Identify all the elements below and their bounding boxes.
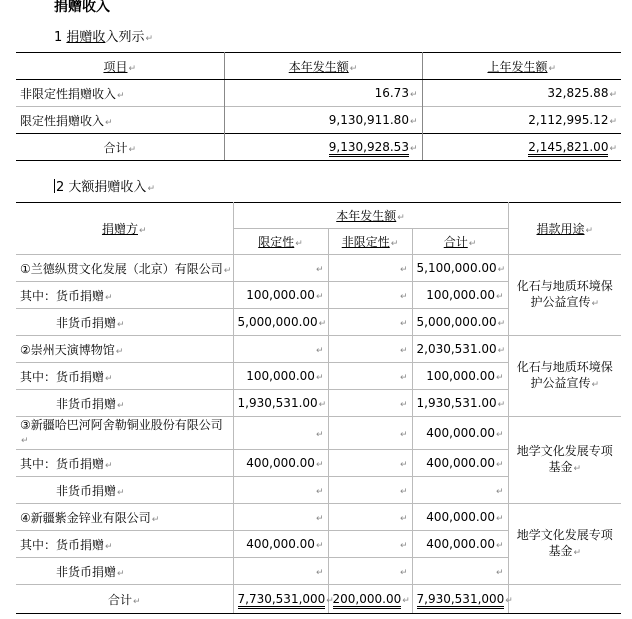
donor-total: 5,100,000.00	[416, 261, 497, 275]
table-subheader-row: 限定性↵ 非限定性↵ 合计↵	[16, 229, 621, 255]
table-row: ④新疆紫金锌业有限公司↵ ↵ ↵ 400,000.00↵ 地学文化发展专项基金↵	[16, 504, 621, 531]
cash-total: 400,000.00	[426, 537, 495, 551]
cash-label: 其中：货币捐赠	[20, 369, 105, 384]
cash-label: 其中：货币捐赠	[20, 288, 105, 303]
table-row: 其中：货币捐赠↵ 100,000.00↵ ↵ 100,000.00↵	[16, 363, 621, 390]
cash-restricted: 400,000.00	[246, 537, 315, 551]
donation-purpose: 地学文化发展专项基金	[516, 528, 613, 558]
section-1-heading: 1 捐赠收入列示↵	[54, 30, 153, 45]
table-row: 非货币捐赠↵ 5,000,000.00↵ ↵ 5,000,000.00↵	[16, 309, 621, 336]
section-2-heading: 2 大额捐赠收入↵	[56, 180, 155, 195]
cash-total: 400,000.00	[426, 456, 495, 470]
table-row: ②崇州天演博物馆↵ ↵ ↵ 2,030,531.00↵ 化石与地质环境保护公益宣传↵	[16, 336, 621, 363]
cash-restricted: 100,000.00	[246, 369, 315, 383]
header-unrestricted: 非限定性	[341, 235, 390, 249]
donor-total: 400,000.00	[426, 426, 495, 440]
page-title: 捐赠收入	[54, 0, 110, 15]
row-prior: 2,112,995.12	[528, 113, 609, 127]
table-row: 非货币捐赠↵ 1,930,531.00↵ ↵ 1,930,531.00↵	[16, 390, 621, 417]
noncash-label: 非货币捐赠	[56, 564, 117, 579]
cash-restricted: 400,000.00	[246, 456, 315, 470]
total-row: 合计↵ 9,130,928.53↵ 2,145,821.00↵	[16, 134, 621, 161]
total-restricted: 7,730,531,000	[238, 592, 326, 609]
table-row: ①兰德纵贯文化发展（北京）有限公司↵ ↵ ↵ 5,100,000.00↵ 化石与地质环境保护公益宣传↵	[16, 255, 621, 282]
header-prior-year: 上年发生额	[487, 59, 548, 74]
donation-purpose: 地学文化发展专项基金	[516, 444, 613, 474]
total-label: 合计	[103, 140, 128, 155]
total-row: 合计↵ 7,730,531,000↵ 200,000.00↵ 7,930,531,000↵	[16, 585, 621, 614]
noncash-restricted: 1,930,531.00	[237, 396, 318, 410]
donation-income-table	[16, 52, 621, 161]
noncash-restricted: 5,000,000.00	[237, 315, 318, 329]
noncash-label: 非货币捐赠	[56, 315, 117, 330]
table-row: ③新疆哈巴河阿舍勒铜业股份有限公司↵ ↵ ↵ 400,000.00↵ 地学文化发展专项基金↵	[16, 417, 621, 450]
noncash-total: 5,000,000.00	[416, 315, 497, 329]
donor-name: ③新疆哈巴河阿舍勒铜业股份有限公司	[20, 418, 223, 432]
row-current: 9,130,911.80	[328, 113, 409, 127]
cash-restricted: 100,000.00	[246, 288, 315, 302]
donor-total: 2,030,531.00	[416, 342, 497, 356]
header-current-year: 本年发生额	[288, 59, 349, 74]
donation-purpose: 化石与地质环境保护公益宣传	[516, 279, 613, 309]
noncash-total: 1,930,531.00	[416, 396, 497, 410]
header-purpose: 捐款用途	[536, 222, 585, 236]
donation-purpose: 化石与地质环境保护公益宣传	[516, 360, 613, 390]
table-row: 限定性捐赠收入↵ 9,130,911.80↵ 2,112,995.12↵	[16, 107, 621, 134]
cash-total: 100,000.00	[426, 369, 495, 383]
header-restricted: 限定性	[258, 235, 295, 249]
cash-total: 100,000.00	[426, 288, 495, 302]
table-row: 非货币捐赠↵ ↵ ↵ ↵	[16, 477, 621, 504]
total-prior: 2,145,821.00	[528, 140, 608, 157]
noncash-label: 非货币捐赠	[56, 483, 117, 498]
total-total: 7,930,531,000	[417, 592, 505, 609]
row-current: 16.73	[374, 86, 409, 100]
donor-name: ②崇州天演博物馆	[20, 342, 115, 357]
text-cursor	[54, 179, 55, 193]
row-label: 限定性捐赠收入	[20, 113, 105, 128]
header-total: 合计	[443, 235, 468, 249]
header-current-year: 本年发生额	[336, 209, 397, 223]
table-row: 其中：货币捐赠↵ 400,000.00↵ ↵ 400,000.00↵	[16, 450, 621, 477]
donor-name: ④新疆紫金锌业有限公司	[20, 510, 151, 525]
table-row: 其中：货币捐赠↵ 400,000.00↵ ↵ 400,000.00↵	[16, 531, 621, 558]
donor-name: ①兰德纵贯文化发展（北京）有限公司	[20, 261, 223, 276]
total-label: 合计	[107, 592, 132, 607]
header-donor: 捐赠方	[101, 222, 138, 236]
table-row: 非限定性捐赠收入↵ 16.73↵ 32,825.88↵	[16, 80, 621, 107]
table-header-row: 项目↵ 本年发生额↵ 上年发生额↵	[16, 53, 621, 80]
table-header-row: 捐赠方↵ 本年发生额↵ 捐款用途↵	[16, 203, 621, 229]
cash-label: 其中：货币捐赠	[20, 456, 105, 471]
total-unrestricted: 200,000.00	[333, 592, 402, 609]
large-donation-table	[16, 202, 621, 614]
table-row: 其中：货币捐赠↵ 100,000.00↵ ↵ 100,000.00↵	[16, 282, 621, 309]
cash-label: 其中：货币捐赠	[20, 537, 105, 552]
noncash-label: 非货币捐赠	[56, 396, 117, 411]
row-prior: 32,825.88	[547, 86, 609, 100]
table-row: 非货币捐赠↵ ↵ ↵ ↵	[16, 558, 621, 585]
row-label: 非限定性捐赠收入	[20, 86, 117, 101]
total-current: 9,130,928.53	[329, 140, 409, 157]
donor-total: 400,000.00	[426, 510, 495, 524]
header-item: 项目	[103, 59, 128, 74]
